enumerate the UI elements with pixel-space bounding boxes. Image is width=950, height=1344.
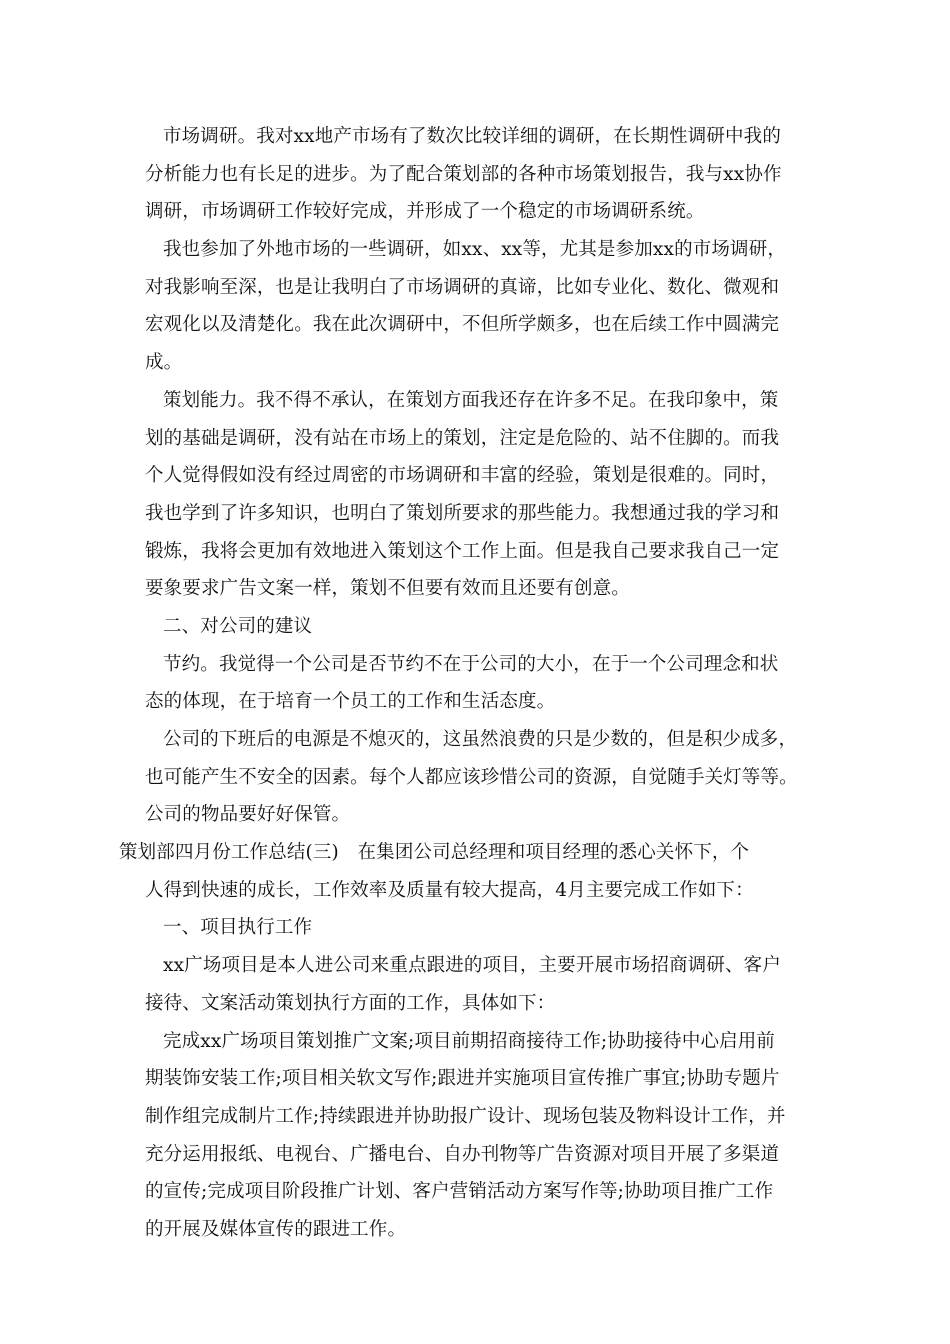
- paragraph-line: 的宣传;完成项目阶段推广计划、客户营销活动方案写作等;协助项目推广工作: [145, 1181, 774, 1203]
- paragraph-line: 对我影响至深，也是让我明白了市场调研的真谛，比如专业化、数化、微观和: [145, 276, 780, 298]
- paragraph-line: 我也学到了许多知识，也明白了策划所要求的那些能力。我想通过我的学习和: [145, 502, 780, 524]
- report-title-line: 策划部四月份工作总结(三) 在集团公司总经理和项目经理的悉心关怀下，个: [119, 842, 750, 864]
- paragraph-line: 宏观化以及清楚化。我在此次调研中，不但所学颇多，也在后续工作中圆满完: [145, 314, 780, 336]
- paragraph-line: 公司的物品要好好保管。: [145, 804, 351, 826]
- paragraph-line: 的开展及媒体宣传的跟进工作。: [145, 1218, 407, 1240]
- paragraph-line: 分析能力也有长足的进步。为了配合策划部的各种市场策划报告，我与xx协作: [145, 163, 782, 185]
- paragraph-line: 划的基础是调研，没有站在市场上的策划，注定是危险的、站不住脚的。而我: [145, 427, 780, 449]
- paragraph-line: 公司的下班后的电源是不熄灭的，这虽然浪费的只是少数的，但是积少成多，: [163, 729, 798, 750]
- paragraph-line: 人得到快速的成长，工作效率及质量有较大提高，4月主要完成工作如下：: [145, 879, 754, 901]
- paragraph-line: 态的体现，在于培育一个员工的工作和生活态度。: [145, 691, 556, 713]
- paragraph-line: 成。: [145, 352, 183, 374]
- paragraph-line: 期装饰安装工作;项目相关软文写作;跟进并实施项目宣传推广事宜;协助专题片: [145, 1068, 780, 1090]
- paragraph-line: 个人觉得假如没有经过周密的市场调研和丰富的经验，策划是很难的。同时，: [145, 465, 780, 487]
- paragraph-line: 制作组完成制片工作;持续跟进并协助报广设计、现场包装及物料设计工作，并: [145, 1105, 786, 1127]
- paragraph-line: 完成xx广场项目策划推广文案;项目前期招商接待工作;协助接待中心启用前: [163, 1030, 776, 1052]
- section-heading: 一、项目执行工作: [163, 917, 313, 939]
- paragraph-line: 节约。我觉得一个公司是否节约不在于公司的大小，在于一个公司理念和状: [163, 653, 779, 675]
- paragraph-line: 策划能力。我不得不承认，在策划方面我还存在许多不足。在我印象中，策: [163, 389, 779, 411]
- paragraph-line: 也可能产生不安全的因素。每个人都应该珍惜公司的资源，自觉随手关灯等等。: [145, 766, 798, 788]
- paragraph-line: 调研，市场调研工作较好完成，并形成了一个稳定的市场调研系统。: [145, 201, 705, 223]
- paragraph-line: xx广场项目是本人进公司来重点跟进的项目，主要开展市场招商调研、客户: [163, 955, 781, 977]
- paragraph-line: 要象要求广告文案一样，策划不但要有效而且还要有创意。: [145, 578, 630, 600]
- paragraph-line: 我也参加了外地市场的一些调研，如xx、xx等，尤其是参加xx的市场调研，: [163, 239, 787, 261]
- paragraph-line: 市场调研。我对xx地产市场有了数次比较详细的调研，在长期性调研中我的: [163, 126, 781, 147]
- paragraph-line: 锻炼，我将会更加有效地进入策划这个工作上面。但是我自己要求我自己一定: [145, 540, 780, 562]
- section-heading: 二、对公司的建议: [163, 615, 313, 637]
- paragraph-line: 接待、文案活动策划执行方面的工作，具体如下：: [145, 992, 556, 1014]
- document-page: [119, 118, 810, 1249]
- paragraph-line: 充分运用报纸、电视台、广播电台、自办刊物等广告资源对项目开展了多渠道: [145, 1143, 780, 1165]
